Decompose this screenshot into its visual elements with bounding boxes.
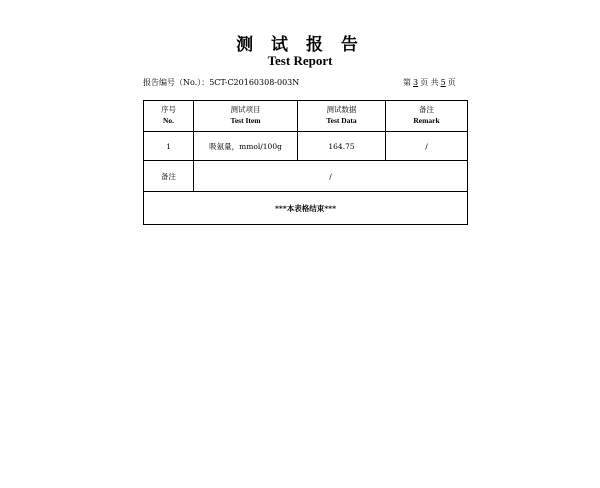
test-report-table (143, 100, 468, 225)
header-data-en: Test Data (326, 116, 357, 125)
header-cell-data (298, 101, 386, 132)
header-remark-en: Remark (413, 116, 440, 125)
page-title-chinese: 测 试 报 告 (236, 35, 364, 55)
table-header-row (144, 101, 468, 132)
cell-test-data: 164.75 (298, 132, 386, 161)
header-data-cn: 测试数据 (326, 105, 357, 115)
end-note-cell: ***本表格结束*** (144, 192, 468, 225)
end-note-row (144, 192, 468, 225)
header-no-en: No. (162, 116, 175, 125)
header-item-cn: 测试项目 (230, 105, 261, 115)
header-cell-no (144, 101, 194, 132)
header-remark-cn: 备注 (419, 105, 434, 115)
cell-remark: / (386, 132, 468, 161)
page-middle: 页 共 (420, 78, 439, 87)
header-cell-remark (386, 101, 468, 132)
page-title-english: Test Report (267, 53, 333, 68)
header-cell-item (194, 101, 298, 132)
report-number-label: 报告编号（No.）： (143, 78, 210, 87)
report-number-value: 5CT-C20160308-003N (209, 78, 300, 87)
page-indicator (403, 77, 456, 88)
table-row (144, 132, 468, 161)
cell-test-item: 吸氨量，mmol/100g (194, 132, 298, 161)
report-number (143, 77, 299, 88)
page-current: 3 (413, 78, 419, 87)
header-item-en: Test Item (230, 116, 261, 125)
remark-label-cell: 备注 (144, 161, 194, 192)
header-no-cn: 序号 (161, 105, 176, 115)
page-prefix: 第 (403, 78, 411, 87)
page-total: 5 (440, 78, 446, 87)
remark-value-cell: / (194, 161, 468, 192)
cell-row-no: 1 (144, 132, 194, 161)
page-suffix: 页 (447, 78, 456, 87)
remark-row (144, 161, 468, 192)
